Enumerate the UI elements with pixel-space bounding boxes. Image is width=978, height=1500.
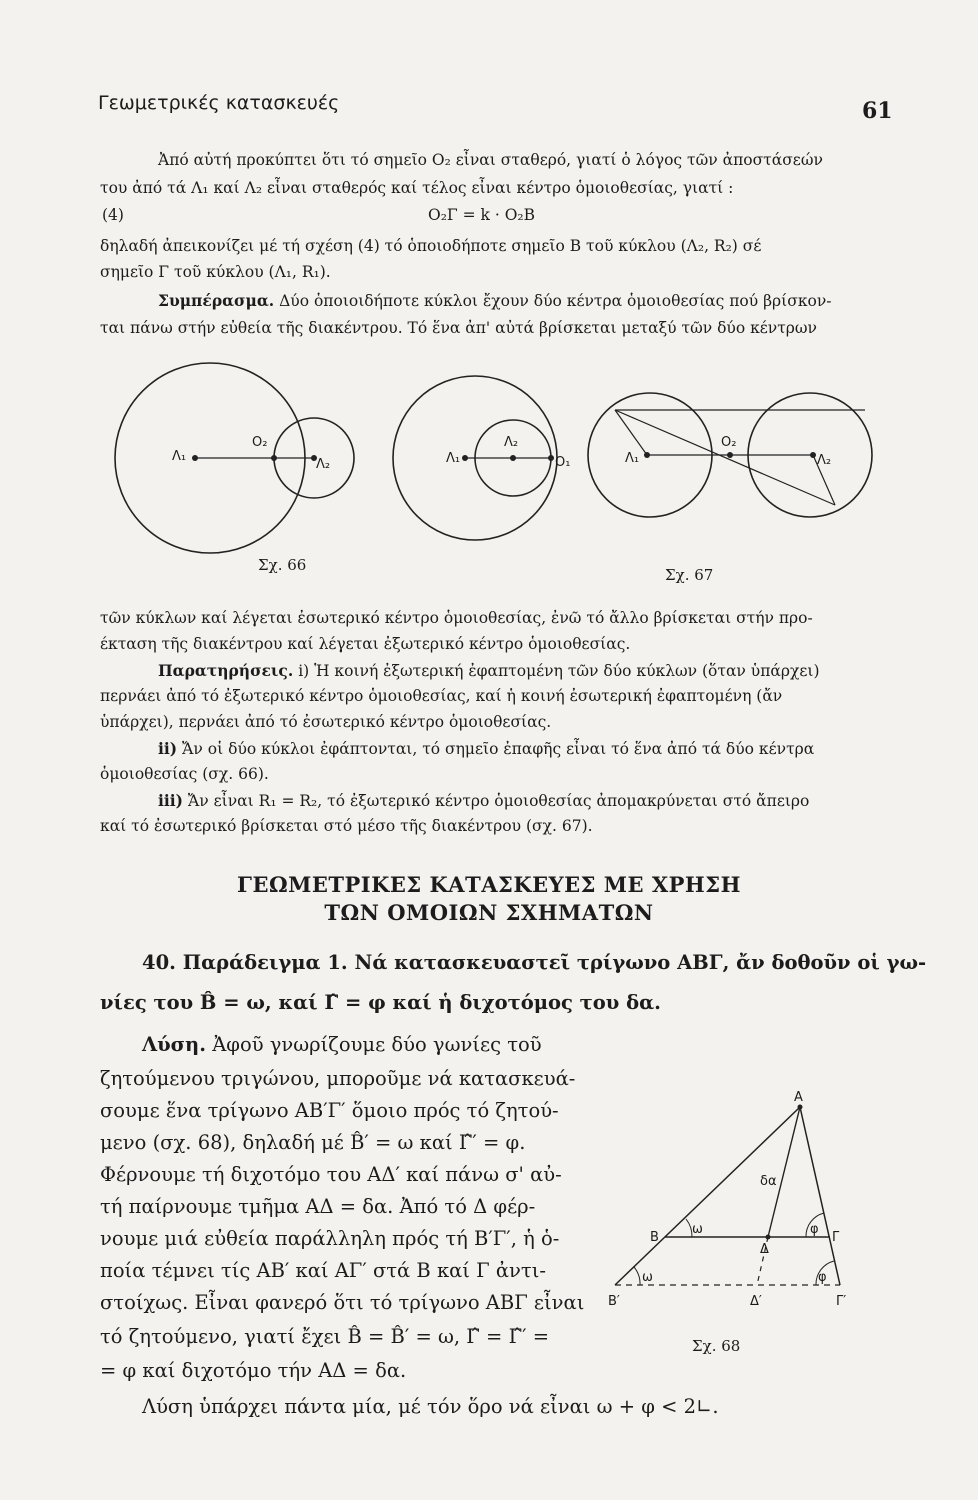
fig66b-label-L2: Λ₂ xyxy=(504,435,519,450)
fig66-label-O2: O₂ xyxy=(252,435,268,450)
remark-i-line2: περνάει ἀπό τό ἐξωτερικό κέντρο ὁμοιοθεσίας, καί ἡ κοινή ἐσωτερική ἐφαπτομένη (ἄν xyxy=(100,687,783,705)
fig66b-label-O1: O₁ xyxy=(555,455,571,470)
para1-line2: του ἀπό τά Λ₁ καί Λ₂ εἶναι σταθερός καί τέλος εἶναι κέντρο ὁμοιοθεσίας, γιατί : xyxy=(100,179,734,197)
fig68-caption: Σχ. 68 xyxy=(692,1337,741,1355)
remark-iii-label: iii) xyxy=(158,791,183,810)
solution-line11: = φ καί διχοτόμο τήν ΑΔ = δα. xyxy=(100,1359,407,1382)
fig68-label-Dp: Δ′ xyxy=(750,1294,762,1309)
figure-67 xyxy=(585,370,875,585)
conclusion-line2: ται πάνω στήν εὐθεία τῆς διακέντρου. Τό ἕνα ἀπ' αὐτά βρίσκεται μεταξύ τῶν δύο κέντρων xyxy=(100,319,817,337)
section-heading-line1: ΓΕΩΜΕΤΡΙΚΕΣ ΚΑΤΑΣΚΕΥΕΣ ΜΕ ΧΡΗΣΗ xyxy=(237,872,741,897)
remark-ii-line2: ὁμοιοθεσίας (σχ. 66). xyxy=(100,765,269,783)
fig68-label-f-bottom: φ xyxy=(818,1270,827,1285)
example-line1: 40. Παράδειγμα 1. Νά κατασκευαστεῖ τρίγωνο ΑΒΓ, ἄν δοθοῦν οἱ γω- xyxy=(142,951,927,974)
fig66-point-L1 xyxy=(192,455,198,461)
fig68-label-B: B xyxy=(650,1230,659,1245)
remark-ii-line1: ii) Ἄν οἱ δύο κύκλοι ἐφάπτονται, τό σημεῖο ἐπαφῆς εἶναι τό ἕνα ἀπό τά δύο κέντρα xyxy=(158,739,815,758)
fig68-label-w-bottom: ω xyxy=(642,1270,653,1285)
para2-line1: τῶν κύκλων καί λέγεται ἐσωτερικό κέντρο ὁμοιοθεσίας, ἐνῶ τό ἄλλο βρίσκεται στήν προ- xyxy=(100,609,813,627)
fig66b-label-L1: Λ₁ xyxy=(446,451,461,466)
equation: O₂Γ = k · O₂B xyxy=(428,206,536,224)
fig66-caption: Σχ. 66 xyxy=(258,556,307,574)
solution-line7: νουμε μιά εὐθεία παράλληλη πρός τή Β′Γ′, ἡ ὁ- xyxy=(100,1227,560,1250)
equation-label: (4) xyxy=(102,206,124,224)
fig67-caption: Σχ. 67 xyxy=(665,566,714,584)
fig67-label-L2: Λ₂ xyxy=(817,453,832,468)
para1-line4: σημεῖο Γ τοῦ κύκλου (Λ₁, R₁). xyxy=(100,263,331,281)
fig68-label-A: A xyxy=(794,1090,803,1105)
solution-line6: τή παίρνουμε τμῆμα ΑΔ = δα. Ἀπό τό Δ φέρ- xyxy=(100,1195,536,1218)
fig68-point-D xyxy=(766,1235,771,1240)
fig68-side-AB xyxy=(615,1107,800,1285)
section-heading-line2: ΤΩΝ ΟΜΟΙΩΝ ΣΧΗΜΑΤΩΝ xyxy=(324,900,654,925)
fig68-label-D: Δ xyxy=(760,1242,769,1257)
solution-line1: Λύση. Ἀφοῦ γνωρίζουμε δύο γωνίες τοῦ xyxy=(142,1033,542,1056)
fig68-label-f-top: φ xyxy=(810,1222,819,1237)
fig66-label-L1: Λ₁ xyxy=(172,449,187,464)
remarks-label: Παρατηρήσεις. xyxy=(158,661,294,680)
solution-line8: ποία τέμνει τίς ΑΒ′ καί ΑΓ′ στά Β καί Γ ἀντι- xyxy=(100,1259,546,1282)
figure-68 xyxy=(600,1085,880,1365)
fig68-label-Gp: Γ′ xyxy=(836,1294,847,1309)
fig66b-point-O1 xyxy=(548,455,554,461)
remark-iii-line1: iii) Ἄν εἶναι R₁ = R₂, τό ἐξωτερικό κέντρο ὁμοιοθεσίας ἀπομακρύνεται στό ἄπειρο xyxy=(158,791,810,810)
example-line2: νίες του B̂ = ω, καί Γ̂ = φ καί ἡ διχοτόμος του δα. xyxy=(100,991,661,1014)
solution-line3: σουμε ἕνα τρίγωνο ΑΒ′Γ′ ὅμοιο πρός τό ζητού- xyxy=(100,1099,559,1122)
fig66b-point-L2 xyxy=(510,455,516,461)
para1-line3: δηλαδή ἀπεικονίζει μέ τή σχέση (4) τό ὁποιοδήποτε σημεῖο B τοῦ κύκλου (Λ₂, R₂) σέ xyxy=(100,237,762,255)
conclusion-line1 xyxy=(158,290,832,312)
solution-line10: τό ζητούμενο, γιατί ἔχει B̂ = B̂′ = ω, Γ̂ = Γ̂′ = xyxy=(100,1325,550,1348)
para2-line2: έκταση τῆς διακέντρου καί λέγεται ἐξωτερικό κέντρο ὁμοιοθεσίας. xyxy=(100,635,631,653)
para1-line1: Ἀπό αὐτή προκύπτει ὅτι τό σημεῖο O₂ εἶναι σταθερό, γιατί ὁ λόγος τῶν ἀποστάσεών xyxy=(158,151,823,169)
fig67-point-O2 xyxy=(727,452,733,458)
conclusion-text1: Δύο ὁποιοιδήποτε κύκλοι ἔχουν δύο κέντρα ὁμοιοθεσίας πού βρίσκον- xyxy=(274,292,832,310)
fig66b-point-L1 xyxy=(462,455,468,461)
conclusion-label: Συμπέρασμα. xyxy=(158,291,275,310)
fig68-label-w-top: ω xyxy=(692,1222,703,1237)
fig68-label-G: Γ xyxy=(832,1230,840,1245)
remark-ii-label: ii) xyxy=(158,739,178,758)
page-number: 61 xyxy=(862,98,893,124)
fig67-label-L1: Λ₁ xyxy=(625,451,640,466)
fig66-point-O2 xyxy=(271,455,277,461)
fig68-point-A xyxy=(798,1105,803,1110)
solution-line9: στοίχως. Εἶναι φανερό ὅτι τό τρίγωνο ΑΒΓ εἶναι xyxy=(100,1291,585,1314)
fig68-angle-w-bottom xyxy=(634,1267,640,1285)
solution-line12: Λύση ὑπάρχει πάντα μία, μέ τόν ὅρο νά εἶναι ω + φ < 2∟. xyxy=(142,1395,719,1418)
fig68-label-da: δα xyxy=(760,1174,777,1189)
running-header: Γεωμετρικές κατασκευές xyxy=(98,92,340,114)
solution-label: Λύση. xyxy=(142,1033,207,1056)
solution-line4: μενο (σχ. 68), δηλαδή μέ B̂′ = ω καί Γ̂′ = φ. xyxy=(100,1131,526,1154)
fig68-label-Bp: B′ xyxy=(608,1294,620,1309)
solution-line5: Φέρνουμε τή διχοτόμο του ΑΔ′ καί πάνω σ' αὐ- xyxy=(100,1163,562,1186)
figure-66b xyxy=(380,370,600,570)
fig67-label-O2: O₂ xyxy=(721,435,737,450)
solution-line2: ζητούμενου τριγώνου, μποροῦμε νά κατασκευά- xyxy=(100,1067,576,1090)
fig68-bisector xyxy=(768,1107,800,1237)
remark-i-line3: ὑπάρχει), περνάει ἀπό τό ἐσωτερικό κέντρο ὁμοιοθεσίας. xyxy=(100,713,552,731)
fig67-point-L1 xyxy=(644,452,650,458)
fig68-side-AG xyxy=(800,1107,840,1285)
fig67-point-L2 xyxy=(810,452,816,458)
remark-iii-line2: καί τό ἐσωτερικό βρίσκεται στό μέσο τῆς διακέντρου (σχ. 67). xyxy=(100,817,593,835)
remark-i-line1: Παρατηρήσεις. i) Ἡ κοινή ἐξωτερική ἐφαπτομένη τῶν δύο κύκλων (ὅταν ὑπάρχει) xyxy=(158,661,820,680)
fig66-label-L2: Λ₂ xyxy=(316,457,331,472)
